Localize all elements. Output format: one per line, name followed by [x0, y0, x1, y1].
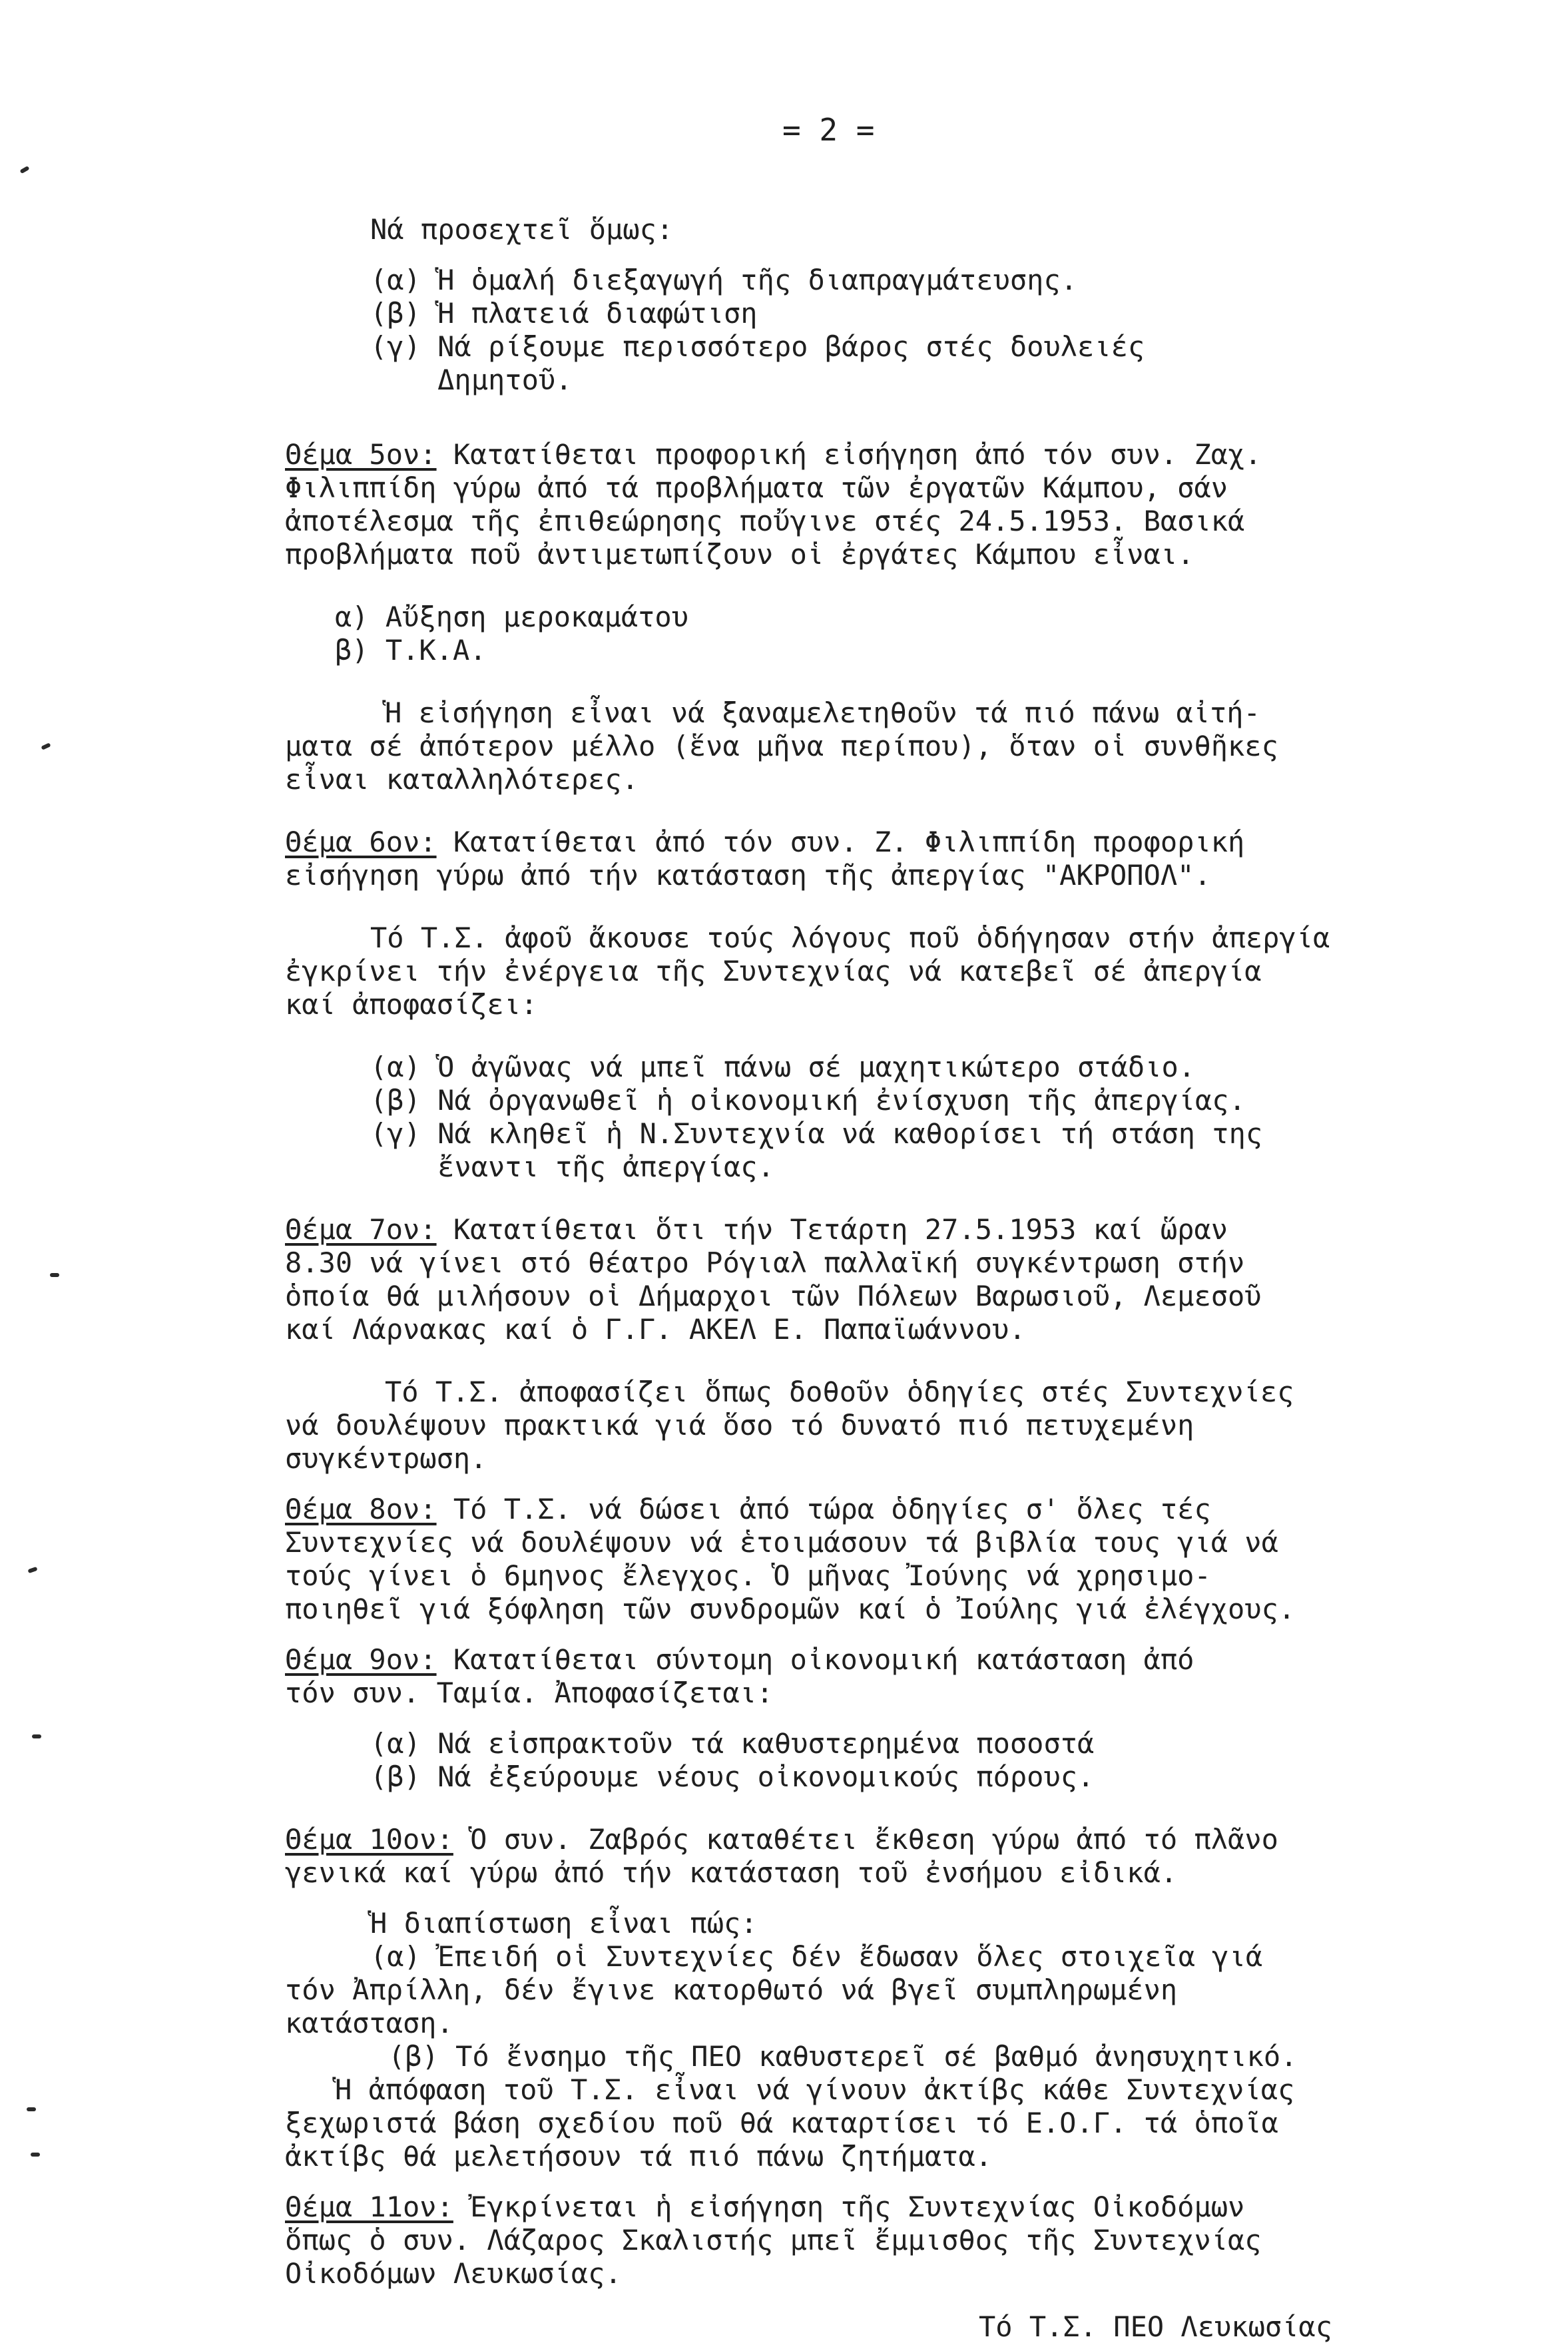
thema-7-heading: Θέμα 7ον: — [285, 1213, 437, 1246]
thema-11-heading: Θέμα 11ον: — [285, 2191, 453, 2223]
thema-7-line: Θέμα 7ον: Κατατίθεται ὅτι τήν Τετάρτη 27.5.1953 καί ὥραν — [285, 1213, 1228, 1246]
list-item: (α) Ἐπειδή οἱ Συντεχνίες δέν ἔδωσαν ὅλες στοιχεῖα γιά — [370, 1940, 1263, 1973]
page-number: = 2 = — [782, 112, 875, 148]
thema-10-heading: Θέμα 10ον: — [285, 1823, 453, 1856]
list-item: β) Τ.Κ.Α. — [335, 634, 487, 666]
margin-mark — [41, 742, 51, 750]
list-item: α) Αὔξηση μεροκαμάτου — [335, 601, 689, 633]
thema-11-line: ὅπως ὁ συν. Λάζαρος Σκαλιστής μπεῖ ἔμμισθος τῆς Συντεχνίας — [285, 2224, 1262, 2256]
thema-8-line: Συντεχνίες νά δουλέψουν νά ἑτοιμάσουν τά βιβλία τους γιά νά — [285, 1526, 1278, 1559]
thema-9-heading: Θέμα 9ον: — [285, 1643, 437, 1676]
thema-7-paragraph: Τό Τ.Σ. ἀποφασίζει ὅπως δοθοῦν ὁδηγίες στές Συντεχνίες — [385, 1376, 1294, 1408]
margin-mark — [19, 166, 29, 174]
list-item: (β) Νά ἐξεύρουμε νέους οἰκονομικούς πόρους. — [370, 1760, 1095, 1793]
thema-10-decision: ἀκτίβς θά μελετήσουν τά πιό πάνω ζητήματα. — [285, 2140, 993, 2173]
thema-10-line: Θέμα 10ον: Ὁ συν. Ζαβρός καταθέτει ἔκθεση γύρω ἀπό τό πλᾶνο — [285, 1823, 1278, 1856]
list-item: (α) Ἡ ὁμαλή διεξαγωγή τῆς διαπραγμάτευσης. — [370, 264, 1078, 296]
document-body — [285, 213, 1537, 2290]
thema-6-line: Θέμα 6ον: Κατατίθεται ἀπό τόν συν. Ζ. Φιλιππίδη προφορική — [285, 826, 1245, 858]
thema-5-paragraph: ματα σέ ἀπότερον μέλλο (ἕνα μῆνα περίπου), ὅταν οἱ συνθῆκες — [285, 730, 1278, 762]
list-item: (β) Νά ὀργανωθεῖ ἡ οἰκονομική ἐνίσχυση τῆς ἀπεργίας. — [370, 1084, 1246, 1117]
thema-6-paragraph: Τό Τ.Σ. ἀφοῦ ἄκουσε τούς λόγους ποῦ ὁδήγησαν στήν ἀπεργία — [370, 921, 1330, 954]
margin-mark — [50, 1273, 59, 1277]
thema-7-line: 8.30 νά γίνει στό θέατρο Ρόγιαλ παλλαϊκή συγκέντρωση στήν — [285, 1246, 1245, 1279]
thema-7-line: ὁποία θά μιλήσουν οἱ Δήμαρχοι τῶν Πόλεων Βαρωσιοῦ, Λεμεσοῦ — [285, 1280, 1262, 1312]
thema-5-line: Θέμα 5ον: Κατατίθεται προφορική εἰσήγηση ἀπό τόν συν. Ζαχ. — [285, 438, 1262, 471]
thema-6-paragraph: καί ἀποφασίζει: — [285, 988, 538, 1021]
thema-7-line: καί Λάρνακας καί ὁ Γ.Γ. ΑΚΕΛ Ε. Παπαϊωάννου. — [285, 1313, 1026, 1346]
intro-text: Νά προσεχτεῖ ὅμως: — [370, 213, 674, 246]
thema-10-decision: Ἡ ἀπόφαση τοῦ Τ.Σ. εἶναι νά γίνουν ἀκτίβς κάθε Συντεχνίας — [335, 2073, 1295, 2106]
list-item: (β) Ἡ πλατειά διαφώτιση — [370, 297, 758, 330]
thema-9-line: Θέμα 9ον: Κατατίθεται σύντομη οἰκονομική κατάσταση ἀπό — [285, 1643, 1194, 1676]
thema-10-line: γενικά καί γύρω ἀπό τήν κατάσταση τοῦ ἐνσήμου εἰδικά. — [285, 1856, 1178, 1889]
thema-11-line: Οἰκοδόμων Λευκωσίας. — [285, 2257, 622, 2290]
thema-5-paragraph: Ἡ εἰσήγηση εἶναι νά ξαναμελετηθοῦν τά πιό πάνω αἰτή- — [385, 696, 1260, 729]
thema-5-heading: Θέμα 5ον: — [285, 438, 437, 471]
thema-8-line: ποιηθεῖ γιά ξόφληση τῶν συνδρομῶν καί ὁ Ἰούλης γιά ἐλέγχους. — [285, 1593, 1296, 1625]
thema-6-paragraph: ἐγκρίνει τήν ἐνέργεια τῆς Συντεχνίας νά κατεβεῖ σέ ἀπεργία — [285, 955, 1262, 987]
thema-10-finding: Ἡ διαπίστωση εἶναι πώς: — [370, 1907, 758, 1940]
list-item: ἔναντι τῆς ἀπεργίας. — [370, 1151, 774, 1183]
thema-7-paragraph: συγκέντρωση. — [285, 1442, 487, 1475]
thema-7-paragraph: νά δουλέψουν πρακτικά γιά ὅσο τό δυνατό πιό πετυχεμένη — [285, 1409, 1194, 1441]
signature-line: Τό Τ.Σ. ΠΕΟ Λευκωσίας — [979, 2310, 1333, 2343]
thema-8-line: τούς γίνει ὁ 6μηνος ἔλεγχος. Ὁ μῆνας Ἰούνης νά χρησιμο- — [285, 1559, 1211, 1592]
list-item: (β) Τό ἔνσημο τῆς ΠΕΟ καθυστερεῖ σέ βαθμό ἀνησυχητικό. — [388, 2040, 1298, 2073]
list-item: (γ) Νά ρίξουμε περισσότερο βάρος στές δουλειές — [370, 330, 1145, 363]
list-item: (α) Ὁ ἀγῶνας νά μπεῖ πάνω σέ μαχητικώτερο στάδιο. — [370, 1051, 1196, 1083]
thema-11-line: Θέμα 11ον: Ἐγκρίνεται ἡ εἰσήγηση τῆς Συντεχνίας Οἰκοδόμων — [285, 2191, 1245, 2223]
thema-8-line: Θέμα 8ον: Τό Τ.Σ. νά δώσει ἀπό τώρα ὁδηγίες σ' ὅλες τές — [285, 1493, 1211, 1525]
margin-mark — [27, 1567, 37, 1573]
list-item: (α) Νά εἰσπρακτοῦν τά καθυστερημένα ποσοστά — [370, 1727, 1095, 1760]
thema-6-heading: Θέμα 6ον: — [285, 826, 437, 858]
margin-mark — [31, 2153, 40, 2157]
margin-mark — [27, 2107, 36, 2111]
thema-5-line: ἀποτέλεσμα τῆς ἐπιθεώρησης ποὔγινε στές 24.5.1953. Βασικά — [285, 505, 1245, 537]
list-item: Δημητοῦ. — [370, 364, 573, 396]
thema-8-heading: Θέμα 8ον: — [285, 1493, 437, 1525]
list-item: τόν Ἀπρίλλη, δέν ἔγινε κατορθωτό νά βγεῖ συμπληρωμένη — [285, 1973, 1178, 2006]
thema-6-line: εἰσήγηση γύρω ἀπό τήν κατάσταση τῆς ἀπεργίας "ΑΚΡΟΠΟΛ". — [285, 859, 1211, 892]
margin-mark — [32, 1734, 41, 1738]
thema-5-line: προβλήματα ποῦ ἀντιμετωπίζουν οἱ ἐργάτες Κάμπου εἶναι. — [285, 538, 1194, 571]
thema-9-line: τόν συν. Ταμία. Ἀποφασίζεται: — [285, 1677, 774, 1709]
list-item: (γ) Νά κληθεῖ ἡ Ν.Συντεχνία νά καθορίσει τή στάση της — [370, 1117, 1263, 1150]
thema-10-decision: ξεχωριστά βάση σχεδίου ποῦ θά καταρτίσει τό Ε.Ο.Γ. τά ὁποῖα — [285, 2107, 1278, 2139]
thema-5-line: Φιλιππίδη γύρω ἀπό τά προβλήματα τῶν ἐργατῶν Κάμπου, σάν — [285, 471, 1228, 504]
list-item: κατάσταση. — [285, 2007, 453, 2039]
thema-5-paragraph: εἶναι καταλληλότερες. — [285, 763, 639, 796]
